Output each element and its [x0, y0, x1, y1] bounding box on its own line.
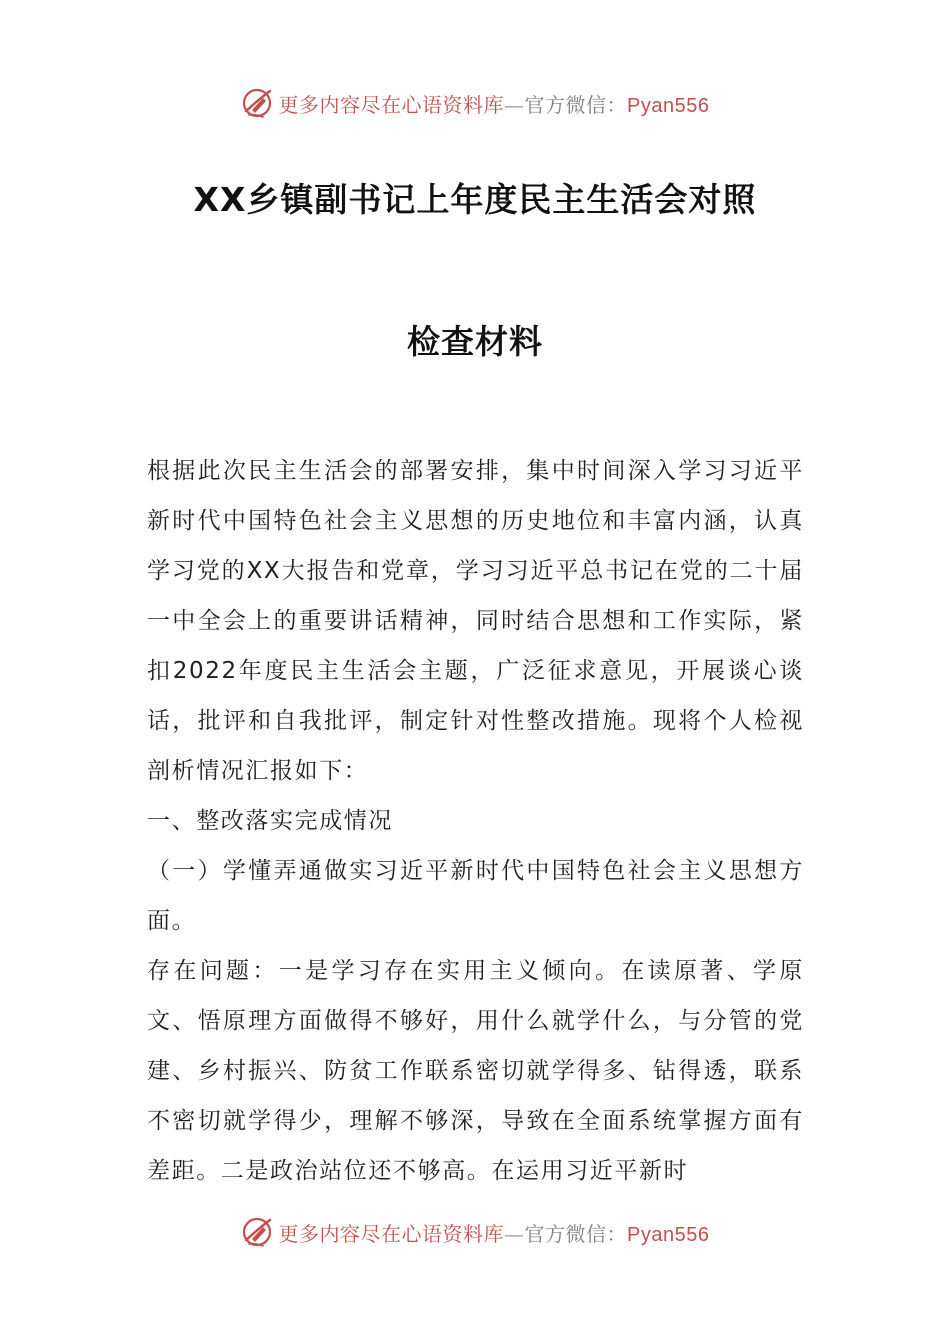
- watermark-text: [279, 89, 710, 118]
- paragraph-intro: 根据此次民主生活会的部署安排，集中时间深入学习习近平新时代中国特色社会主义思想的历史地位和丰富内涵，认真学习党的XX大报告和党章，学习习近平总书记在党的二十届一中全会上的重要讲话精神，同时结合思想和工作实际，紧扣2022年度民主生活会主题，广泛征求意见，开展谈心谈话，批评和自我批评，制定针对性整改措施。现将个人检视剖析情况汇报如下：: [147, 458, 804, 784]
- watermark-separator: —: [504, 92, 525, 117]
- watermark-wechat-label: 官方微信：: [524, 92, 628, 117]
- document-body: [147, 446, 804, 1196]
- watermark-brand: 更多内容尽在心语资料库: [278, 92, 505, 117]
- footer-watermark: [0, 1212, 950, 1252]
- header-watermark: [0, 83, 950, 123]
- watermark-wechat-id: Pyan556: [627, 1223, 710, 1246]
- document-title-line-1: XX乡镇副书记上年度民主生活会对照: [193, 180, 757, 219]
- watermark-wechat-id: Pyan556: [627, 94, 710, 117]
- watermark-brand: 更多内容尽在心语资料库: [278, 1221, 505, 1246]
- document-title-line-2: 检查材料: [407, 322, 543, 361]
- pen-logo-icon: [241, 1215, 275, 1249]
- watermark-wechat-label: 官方微信：: [524, 1221, 628, 1246]
- watermark-text: [279, 1218, 710, 1247]
- subsection-heading: （一）学懂弄通做实习近平新时代中国特色社会主义思想方面。: [147, 858, 804, 934]
- section-heading: 一、整改落实完成情况: [147, 808, 393, 834]
- watermark-separator: —: [504, 1221, 525, 1246]
- paragraph-problems: 存在问题：一是学习存在实用主义倾向。在读原著、学原文、悟原理方面做得不够好，用什么就学什么，与分管的党建、乡村振兴、防贫工作联系密切就学得多、钻得透，联系不密切就学得少，理解不够深，导致在全面系统掌握方面有差距。二是政治站位还不够高。在运用习近平新时: [147, 958, 804, 1184]
- pen-logo-icon: [241, 86, 275, 120]
